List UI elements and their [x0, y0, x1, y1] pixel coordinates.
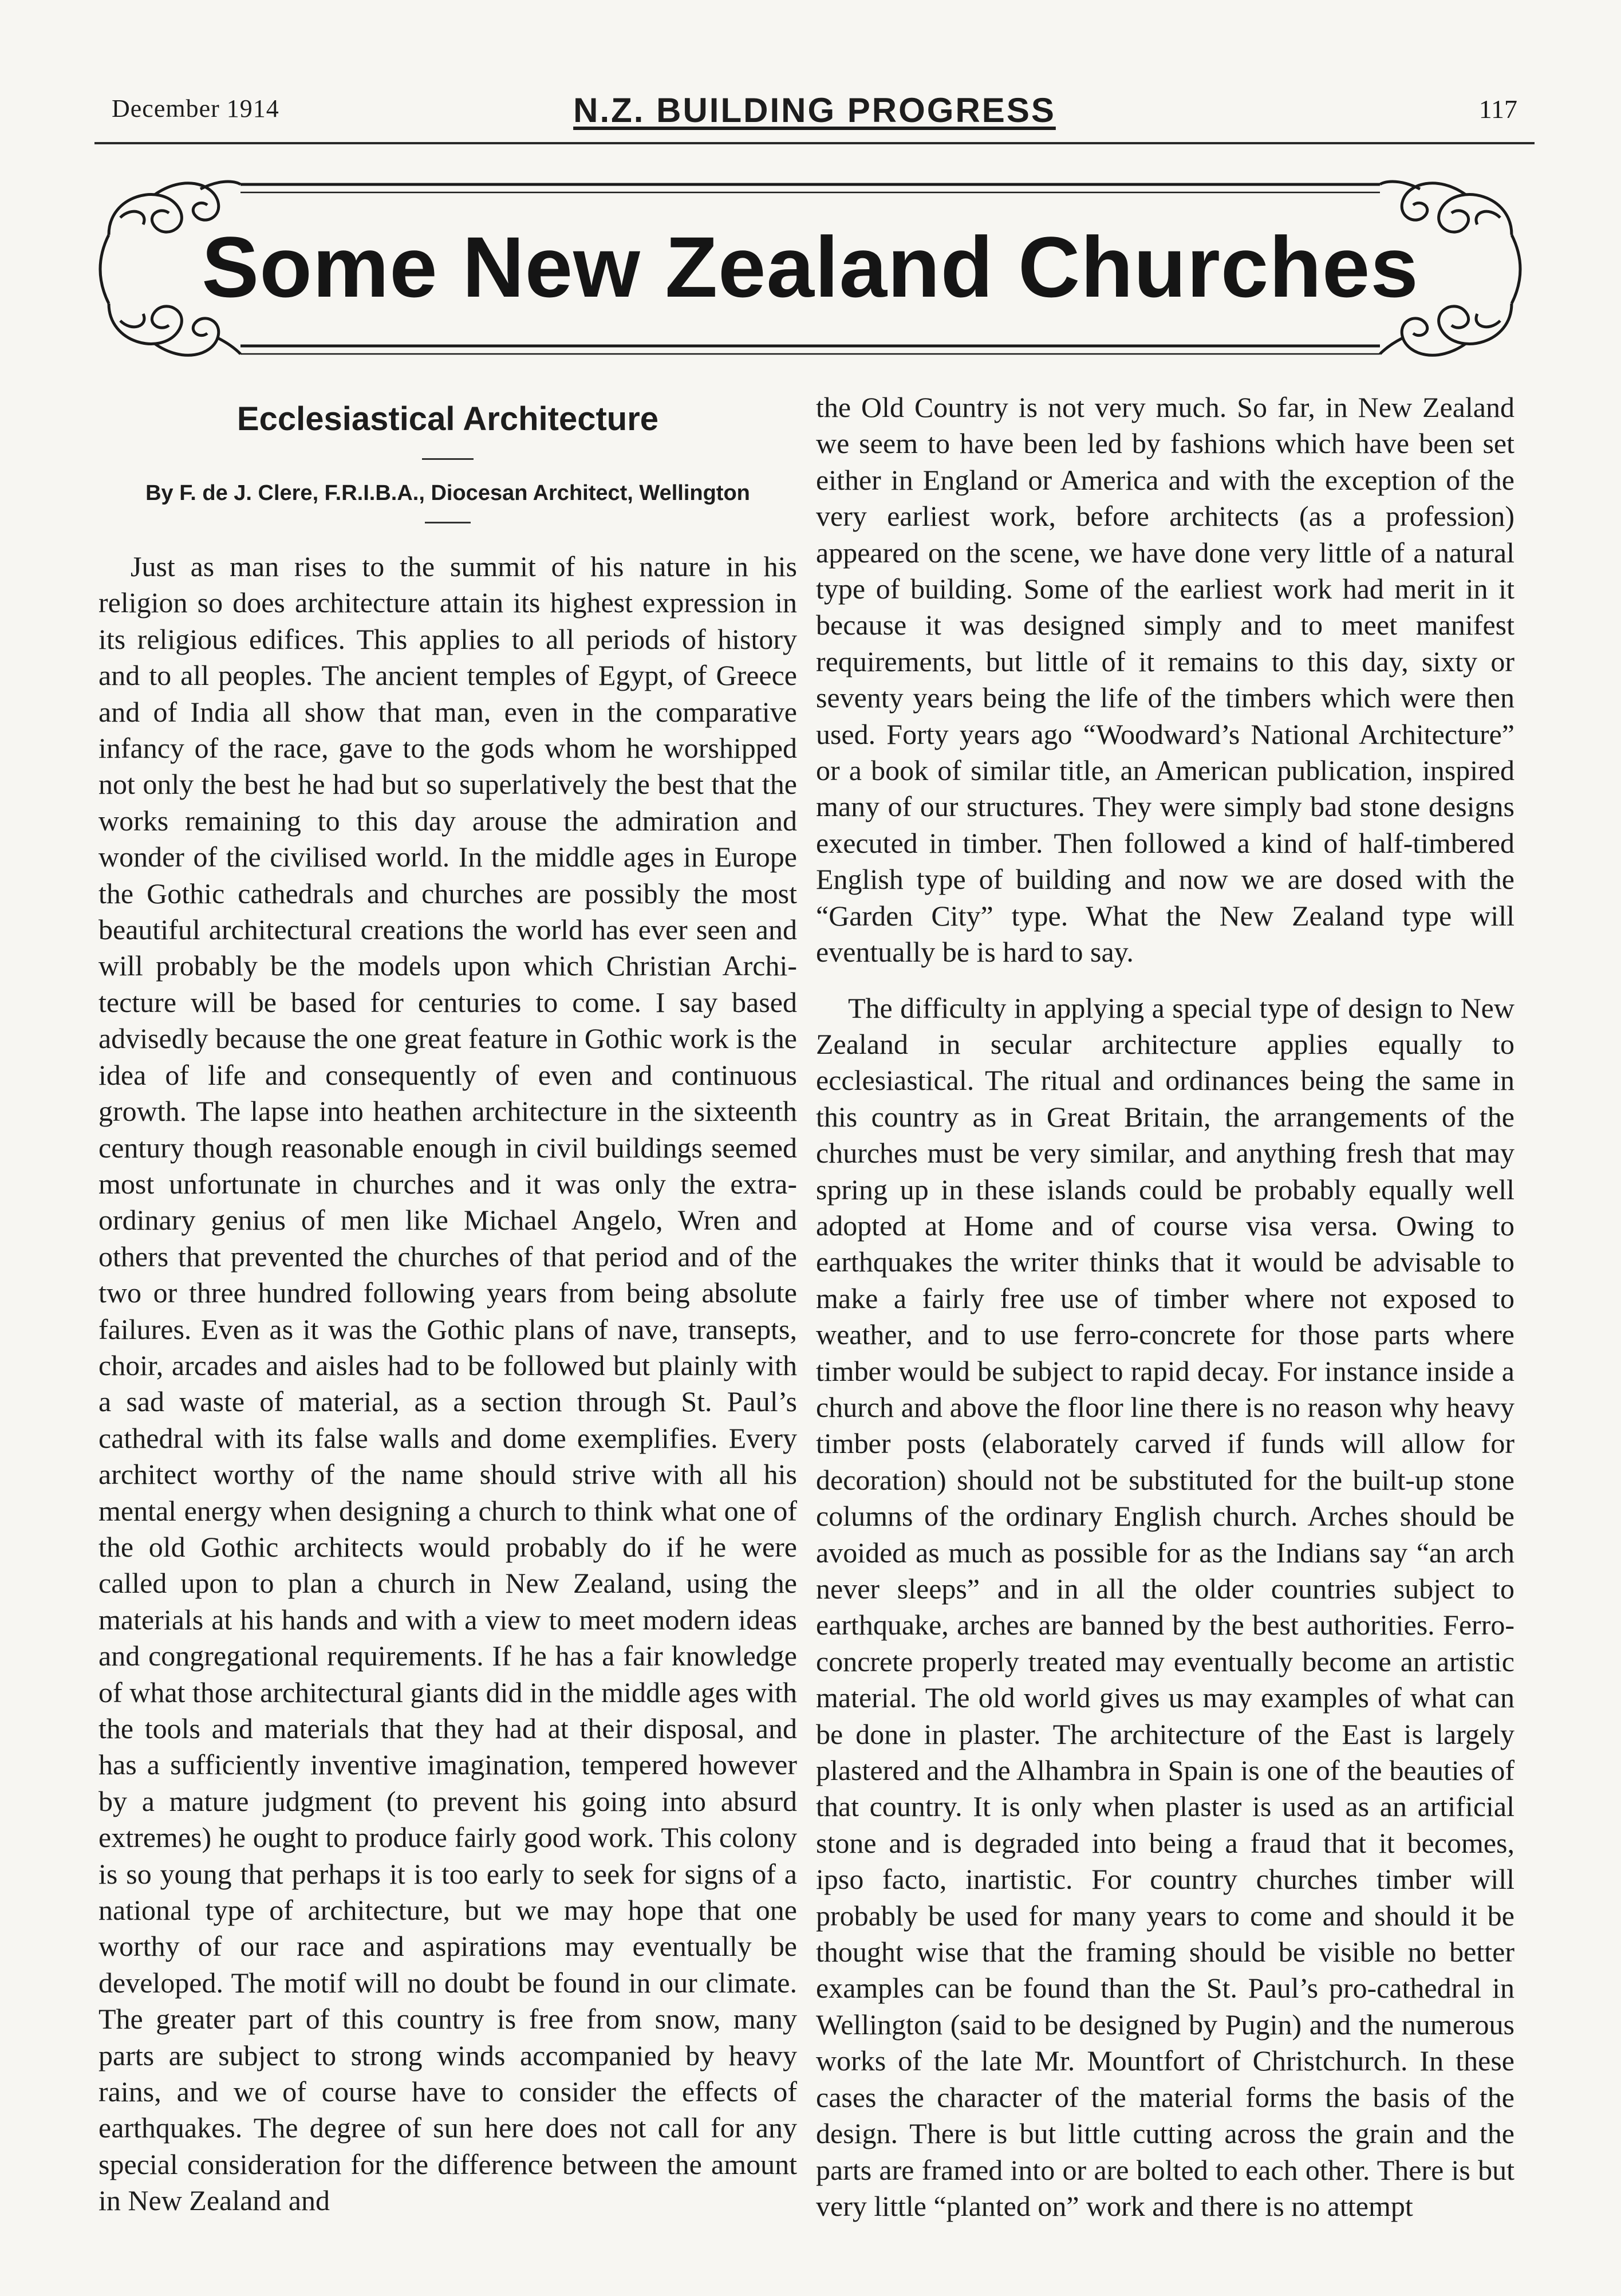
heading-rule [422, 458, 474, 460]
page-number: 117 [1478, 94, 1517, 124]
running-head [94, 90, 1535, 144]
body-paragraph: The difficulty in applying a special type of design to New Zealand in secular architecture applies equally to ecclesiastical. The ritual and ordinances being the same in this country as in Great Britain, the arrangements of the churches must be very similar, and anything fresh that may spring up in these islands could be probably equally well adopted at Home and of course visa versa. Owing to earthquakes the writer thinks that it would be advisable to make a fairly free use of timber where not exposed to weather, and to use ferro-concrete for those parts where timber would be subject to rapid decay. For instance inside a church and above the floor line there is no reason why heavy timber posts (elaborately carved if funds will allow for decoration) should not be substituted for the built-up stone columns of the ordinary English church. Arches should be avoided as much as possible for as the Indians say “an arch never sleeps” and in all the older countries subject to earthquake, arches are banned by the best authorities. Ferro-concrete properly treated may eventually become an artistic material. The old world gives us may examples of what can be done in plaster. The architecture of the East is largely plastered and the Alhambra in Spain is one of the beauties of that country. It is only when plaster is used as an artificial stone and is degraded into being a fraud that it becomes, ipso facto, inartistic. For country churches timber will probably be used for many years to come and should it be thought wise that the framing should be visible no better examples can be found than the St. Paul’s pro-cathedral in Wellington (said to be designed by Pugin) and the numerous works of the late Mr. Mountfort of Christchurch. In these cases the character of the material forms the basis of the design. There is but little cutting across the grain and the parts are framed into or are bolted to each other. There is but very little “planted on” work and there is no attempt [816, 991, 1514, 2222]
right-column [816, 389, 1514, 2224]
left-column [98, 389, 797, 2219]
body-paragraph: Just as man rises to the summit of his nature in his religion so does architecture attain its highest expression in its religious edifices. This applies to all periods of history and to all peoples. The ancient temples of Egypt, of Greece and of India all show that man, even in the comparative infancy of the race, gave to the gods whom he worshipped not only the best he had but so superlatively the best that the works remaining to this day arouse the admiration and wonder of the civilised world. In the middle ages in Europe the Gothic cathedrals and churches are possibly the most beautiful architectural creations the world has ever seen and will probably be the models upon which Christian Architecture will be based for centuries to come. I say based advisedly because the one great feature in Gothic work is the idea of life and consequently of even and continuous growth. The lapse into heathen architecture in the sixteenth century though reasonable enough in civil buildings seemed most unfortunate in churches and it was only the extraordinary genius of men like Michael Angelo, Wren and others that prevented the churches of that period and of the two or three hundred following years from being absolute failures. Even as it was the Gothic plans of nave, transepts, choir, arcades and aisles had to be followed but plainly with a sad waste of material, as a section through St. Paul’s cathedral with its false walls and dome exemplifies. Every architect worthy of the name should strive with all his mental energy when designing a church to think what one of the old Gothic architects would probably do if he were called upon to plan a church in New Zealand, using the materials at his hands and with a view to meet modern ideas and congregational requirements. If he has a fair knowledge of what those architectural giants did in the middle ages with the tools and materials that they had at their disposal, and has a sufficiently inventive imagination, tempered however by a mature judgment (to prevent his going into absurd extremes) he ought to produce fairly good work. This colony is so young that perhaps it is too early to seek for signs of a national type of architecture, but we may hope that one worthy of our race and aspirations may eventually be developed. The motif will no doubt be found in our climate. The greater part of this country is free from snow, many parts are subject to strong winds accompanied by heavy rains, and we of course have to consider the effects of earthquakes. The degree of sun here does not call for any special consideration for the difference between the amount in New Zealand and [98, 550, 797, 2217]
title-banner [86, 172, 1535, 367]
body-paragraph: the Old Country is not very much. So far, in New Zealand we seem to have been led by fashions which have been set either in England or America and with the exception of the very earliest work, before architects (as a profession) appeared on the scene, we have done very little of a natural type of building. Some of the earliest work had merit in it because it was designed simply and to meet manifest requirements, but little of it remains to this day, sixty or seventy years being the life of the timbers which were then used. Forty years ago “Woodward’s National Architecture” or a book of similar title, an American publication, inspired many of our structures. They were simply bad stone designs executed in timber. Then followed a kind of half-timbered English type of building and now we are dosed with the “Garden City” type. What the New Zealand type will eventually be is hard to say. [816, 391, 1514, 968]
issue-date: December 1914 [112, 94, 279, 123]
banner-title: Some New Zealand Churches [202, 219, 1419, 315]
publication-title: N.Z. BUILDING PROGRESS [573, 91, 1056, 129]
byline-rule [425, 522, 471, 523]
article-heading: Ecclesiastical Architecture [236, 400, 659, 438]
byline: By F. de J. Clere, F.R.I.B.A., Diocesan Architect, Wellington [145, 481, 750, 505]
